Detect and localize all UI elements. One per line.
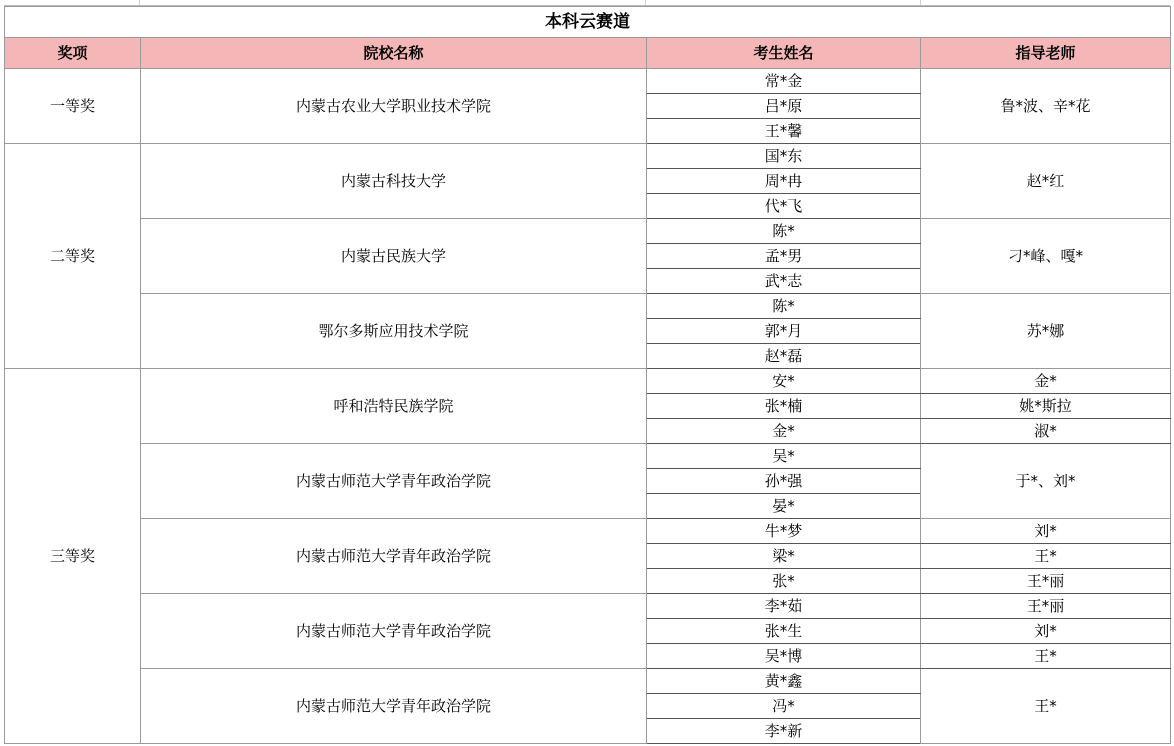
school-cell[interactable]: 内蒙古民族大学 <box>141 219 647 294</box>
student-cell[interactable]: 张* <box>647 569 921 594</box>
student-cell[interactable]: 王*馨 <box>647 119 921 144</box>
table-row <box>5 219 1171 244</box>
student-cell[interactable]: 李*新 <box>647 719 921 744</box>
teacher-cell[interactable]: 赵*红 <box>921 144 1171 219</box>
student-cell[interactable]: 吴*博 <box>647 644 921 669</box>
table-row <box>5 144 1171 169</box>
header-student[interactable]: 考生姓名 <box>647 38 921 69</box>
awards-table <box>4 6 1171 744</box>
table-row <box>5 444 1171 469</box>
student-cell[interactable]: 周*冉 <box>647 169 921 194</box>
student-cell[interactable]: 晏* <box>647 494 921 519</box>
student-cell[interactable]: 孟*男 <box>647 244 921 269</box>
column-divider <box>920 0 921 5</box>
student-cell[interactable]: 常*金 <box>647 69 921 94</box>
student-cell[interactable]: 孙*强 <box>647 469 921 494</box>
student-cell[interactable]: 吴* <box>647 444 921 469</box>
school-cell[interactable]: 内蒙古农业大学职业技术学院 <box>141 69 647 144</box>
student-cell[interactable]: 安* <box>647 369 921 394</box>
student-cell[interactable]: 吕*原 <box>647 94 921 119</box>
student-cell[interactable]: 赵*磊 <box>647 344 921 369</box>
student-cell[interactable]: 张*生 <box>647 619 921 644</box>
student-cell[interactable]: 郭*月 <box>647 319 921 344</box>
teacher-cell[interactable]: 刁*峰、嘎* <box>921 219 1171 294</box>
header-teacher[interactable]: 指导老师 <box>921 38 1171 69</box>
student-cell[interactable]: 张*楠 <box>647 394 921 419</box>
school-cell[interactable]: 内蒙古师范大学青年政治学院 <box>141 594 647 669</box>
teacher-cell[interactable]: 鲁*波、辛*花 <box>921 69 1171 144</box>
spreadsheet <box>4 0 1170 744</box>
column-divider <box>645 0 646 5</box>
school-cell[interactable]: 内蒙古师范大学青年政治学院 <box>141 669 647 744</box>
table-row <box>5 669 1171 694</box>
table-row <box>5 69 1171 94</box>
teacher-cell[interactable]: 苏*娜 <box>921 294 1171 369</box>
award-cell[interactable]: 三等奖 <box>5 369 141 744</box>
teacher-cell[interactable]: 王* <box>921 669 1171 744</box>
teacher-cell[interactable]: 王*丽 <box>921 569 1171 594</box>
student-cell[interactable]: 牛*梦 <box>647 519 921 544</box>
school-cell[interactable]: 内蒙古科技大学 <box>141 144 647 219</box>
school-cell[interactable]: 呼和浩特民族学院 <box>141 369 647 444</box>
table-body <box>5 69 1171 744</box>
column-divider <box>139 0 140 5</box>
award-cell[interactable]: 一等奖 <box>5 69 141 144</box>
teacher-cell[interactable]: 王* <box>921 544 1171 569</box>
student-cell[interactable]: 黄*鑫 <box>647 669 921 694</box>
header-school[interactable]: 院校名称 <box>141 38 647 69</box>
student-cell[interactable]: 李*茹 <box>647 594 921 619</box>
teacher-cell[interactable]: 于*、刘* <box>921 444 1171 519</box>
school-cell[interactable]: 鄂尔多斯应用技术学院 <box>141 294 647 369</box>
header-row <box>5 38 1171 69</box>
teacher-cell[interactable]: 王* <box>921 644 1171 669</box>
teacher-cell[interactable]: 王*丽 <box>921 594 1171 619</box>
table-row <box>5 594 1171 619</box>
teacher-cell[interactable]: 刘* <box>921 519 1171 544</box>
table-row <box>5 519 1171 544</box>
teacher-cell[interactable]: 刘* <box>921 619 1171 644</box>
school-cell[interactable]: 内蒙古师范大学青年政治学院 <box>141 444 647 519</box>
school-cell[interactable]: 内蒙古师范大学青年政治学院 <box>141 519 647 594</box>
student-cell[interactable]: 武*志 <box>647 269 921 294</box>
table-row <box>5 369 1171 394</box>
student-cell[interactable]: 梁* <box>647 544 921 569</box>
teacher-cell[interactable]: 金* <box>921 369 1171 394</box>
table-title[interactable]: 本科云赛道 <box>5 7 1171 38</box>
teacher-cell[interactable]: 姚*斯拉 <box>921 394 1171 419</box>
student-cell[interactable]: 国*东 <box>647 144 921 169</box>
table-row <box>5 294 1171 319</box>
student-cell[interactable]: 陈* <box>647 294 921 319</box>
student-cell[interactable]: 冯* <box>647 694 921 719</box>
teacher-cell[interactable]: 淑* <box>921 419 1171 444</box>
student-cell[interactable]: 陈* <box>647 219 921 244</box>
student-cell[interactable]: 代*飞 <box>647 194 921 219</box>
student-cell[interactable]: 金* <box>647 419 921 444</box>
header-award[interactable]: 奖项 <box>5 38 141 69</box>
award-cell[interactable]: 二等奖 <box>5 144 141 369</box>
top-row-strip <box>4 0 1170 6</box>
